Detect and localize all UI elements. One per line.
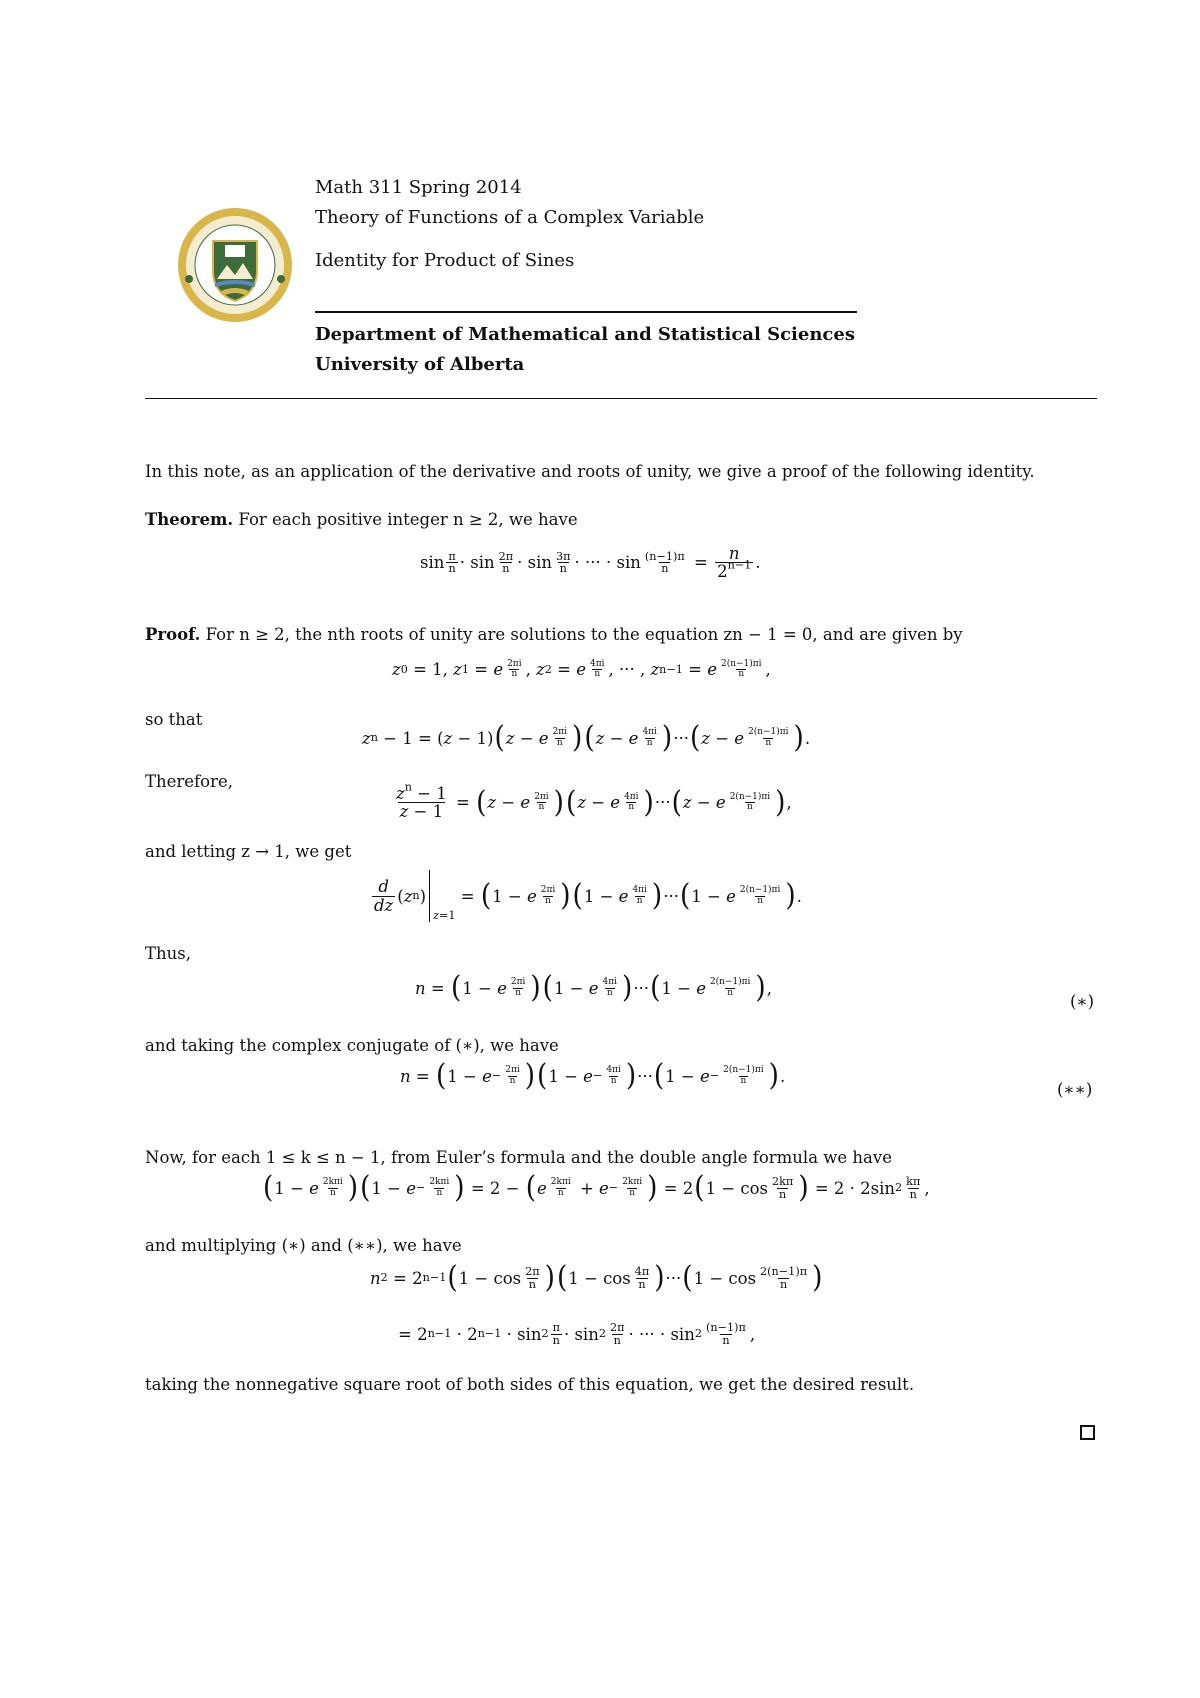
- equation-number-star: (∗): [1070, 992, 1095, 1011]
- theorem-text: For each positive integer n ≥ 2, we have: [238, 510, 578, 529]
- proof-opening: [145, 625, 963, 644]
- theorem-statement: [145, 510, 578, 529]
- thus-text: Thus,: [145, 944, 191, 963]
- so-that-text: so that: [145, 710, 203, 729]
- n-squared-equation-line1: n 2 = 2 n−1 ( 1 − cos 2π n ) ( 1 − cos 4π n ) ··· ( 1 − cos 2(n−1)π n ): [370, 1259, 823, 1296]
- therefore-text: Therefore,: [145, 772, 233, 791]
- conclusion-text: taking the nonnegative square root of both sides of this equation, we get the desired result.: [145, 1375, 915, 1394]
- university-name: University of Alberta: [315, 354, 525, 375]
- theorem-identity: sin π n · sin 2π n · sin 3π n · ··· · sin (n−1)π n = n $2^{n-1}$ .: [420, 544, 761, 582]
- department-name: Department of Mathematical and Statistical Sciences: [315, 324, 855, 345]
- quotient-equation: $z^n - 1$ z − 1 = ( z − e $\frac{2\pi i}{n}$ ) ( z − e $\frac{4\pi i}{n}$ ) ··· ( z − e $\frac{2(n-1)\pi i}{n}$ ) ,: [396, 780, 792, 822]
- page-divider: [145, 398, 1097, 399]
- course-subject: Theory of Functions of a Complex Variable: [315, 207, 705, 228]
- euler-identity-equation: ( 1 − e 2kπi n ) ( 1 − e − 2kπi n ) = 2 − ( e 2kπi n + e − 2kπi n ) = 2 ( 1 − cos 2kπ n ) = 2 · 2sin 2 kπ n ,: [263, 1169, 930, 1206]
- letting-text: and letting z → 1, we get: [145, 842, 352, 861]
- derivative-equation: d dz ( z n ) z =1 = ( 1 − e $\frac{2\pi i}{n}$ ) ( 1 − e $\frac{4\pi i}{n}$ ) ··· ( 1 − e $\frac{2(n-1)\pi i}{n}$ ) .: [370, 870, 802, 922]
- roots-of-unity-equation: z 0 = 1, z 1 = e $\frac{2\pi i}{n}$ , z 2 = e $\frac{4\pi i}{n}$ , ··· , z n−1 = e $\frac{2(n-1)\pi i}{n}$ ,: [392, 659, 771, 680]
- n-squared-equation-line2: = 2 n−1 · 2 n−1 · sin 2 π n · sin 2 2π n · ··· · sin 2 (n−1)π n ,: [398, 1321, 756, 1347]
- course-title: Math 311 Spring 2014: [315, 177, 522, 198]
- factorization-equation: z n − 1 = ( z − 1) ( z − e $\frac{2\pi i}{n}$ ) ( z − e $\frac{4\pi i}{n}$ ) ··· ( z − e $\frac{2(n-1)\pi i}{n}$ ) .: [362, 719, 811, 756]
- qed-square-icon: [1080, 1425, 1095, 1440]
- star-star-equation: n = ( 1 − e − $\frac{2\pi i}{n}$ ) ( 1 − e − $\frac{4\pi i}{n}$ ) ··· ( 1 − e − $\frac{2(n-1)\pi i}{n}$ ) .: [400, 1057, 786, 1094]
- note-topic: Identity for Product of Sines: [315, 250, 575, 271]
- proof-text: For n ≥ 2, the nth roots of unity are solutions to the equation zn − 1 = 0, and are given by: [205, 625, 963, 644]
- university-crest-logo: [175, 205, 295, 325]
- conjugate-text: and taking the complex conjugate of (∗), we have: [145, 1036, 559, 1055]
- multiplying-text: and multiplying (∗) and (∗∗), we have: [145, 1236, 462, 1255]
- header-divider: [315, 311, 857, 313]
- euler-text: Now, for each 1 ≤ k ≤ n − 1, from Euler’s formula and the double angle formula we have: [145, 1148, 892, 1167]
- proof-label: Proof.: [145, 625, 201, 644]
- star-equation: n = ( 1 − e $\frac{2\pi i}{n}$ ) ( 1 − e $\frac{4\pi i}{n}$ ) ··· ( 1 − e $\frac{2(n-1)\pi i}{n}$ ) ,: [415, 969, 772, 1006]
- intro-paragraph: In this note, as an application of the derivative and roots of unity, we give a proof of the following identity.: [145, 462, 1035, 481]
- equation-number-star-star: (∗∗): [1057, 1080, 1093, 1099]
- theorem-label: Theorem.: [145, 510, 234, 529]
